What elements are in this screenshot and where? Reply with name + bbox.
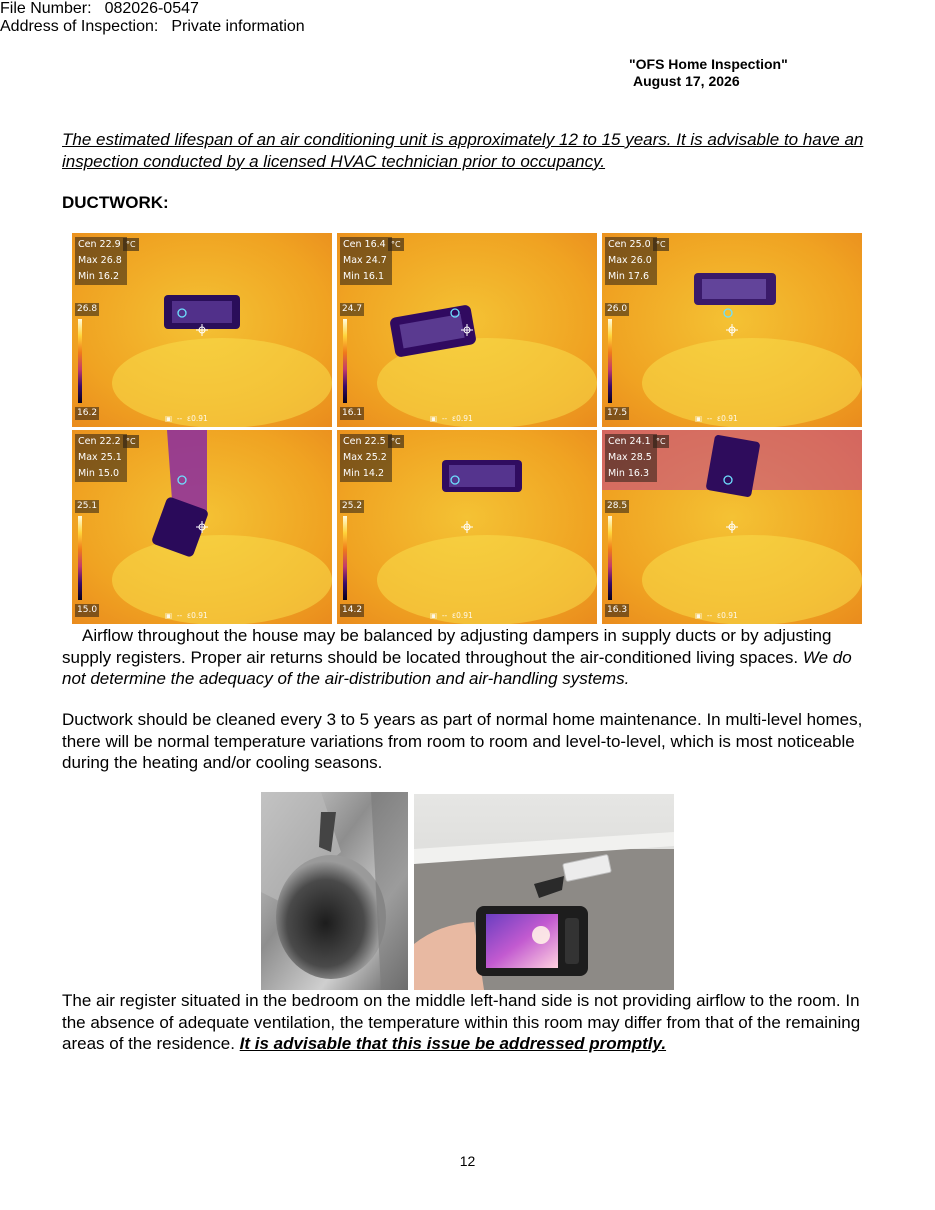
air-register-finding	[62, 990, 872, 1055]
scale-high-value: 26.0	[607, 304, 628, 314]
thermal-readout	[75, 237, 127, 285]
address-label: Address of Inspection:	[0, 18, 159, 35]
center-temp: Cen 22.2	[75, 434, 127, 450]
emissivity-readout: ▣ -- ε0.91	[165, 611, 208, 620]
thermal-image-1	[72, 233, 332, 427]
min-temp: Min 16.3	[605, 466, 657, 482]
scale-low-value: 17.5	[607, 408, 628, 418]
finding-text: The air register situated in the bedroom on the middle left-hand side is not providing airflow to the room. In the absence of adequate ventilation, the temperature within this room may differ from that of the remaining areas of the residence.	[62, 991, 861, 1053]
thermal-readout	[605, 237, 657, 285]
center-temp: Cen 16.4	[340, 237, 392, 253]
header-company-info	[629, 56, 788, 90]
file-number: 082026-0547	[104, 0, 199, 17]
temperature-scale-bar	[343, 516, 347, 600]
page-number: 12	[459, 1153, 476, 1169]
center-temp: Cen 25.0	[605, 237, 657, 253]
temperature-scale-bar	[78, 516, 82, 600]
emissivity-readout: ▣ -- ε0.91	[430, 414, 473, 423]
airflow-paragraph	[62, 625, 872, 690]
min-temp: Min 17.6	[605, 269, 657, 285]
scale-high-value: 25.1	[77, 501, 98, 511]
scale-low-value: 16.1	[342, 408, 363, 418]
thermal-image-3	[602, 233, 862, 427]
scale-high-value: 24.7	[342, 304, 363, 314]
airflow-disclaimer: We do not determine the adequacy of the air-distribution and air-handling systems.	[62, 647, 852, 688]
temperature-scale-bar	[343, 319, 347, 403]
thermal-camera-photo	[414, 794, 674, 990]
section-heading: DUCTWORK:	[62, 193, 169, 212]
max-temp: Max 24.7	[340, 253, 392, 269]
max-temp: Max 28.5	[605, 450, 657, 466]
thermal-readout	[605, 434, 657, 482]
emissivity-readout: ▣ -- ε0.91	[695, 414, 738, 423]
register-photos	[261, 792, 674, 990]
ductwork-cleaning-paragraph: Ductwork should be cleaned every 3 to 5 years as part of normal home maintenance. In multi-level homes, there will be normal temperature variations from room to room and level-to-level, which is most noticeable during the heating and/or cooling seasons.	[62, 710, 863, 772]
temperature-scale-bar	[78, 319, 82, 403]
address-value: Private information	[171, 18, 305, 35]
thermal-readout	[75, 434, 127, 482]
max-temp: Max 26.0	[605, 253, 657, 269]
company-name: "OFS Home Inspection"	[629, 56, 788, 72]
scale-high-value: 26.8	[77, 304, 98, 314]
thermal-image-4	[72, 430, 332, 624]
file-number-label: File Number:	[0, 0, 92, 17]
center-temp: Cen 22.9	[75, 237, 127, 253]
thermal-readout	[340, 434, 392, 482]
center-temp: Cen 24.1	[605, 434, 657, 450]
intro-paragraph: The estimated lifespan of an air conditioning unit is approximately 12 to 15 years. It is advisable to have an inspection conducted by a licensed HVAC technician prior to occupancy.	[62, 130, 864, 171]
finding-recommendation: It is advisable that this issue be addressed promptly.	[239, 1034, 667, 1053]
scale-low-value: 16.3	[607, 605, 628, 615]
temperature-unit: °C	[388, 238, 404, 251]
emissivity-readout: ▣ -- ε0.91	[165, 414, 208, 423]
thermal-image-grid	[72, 233, 862, 625]
scale-low-value: 15.0	[77, 605, 98, 615]
scale-high-value: 28.5	[607, 501, 628, 511]
scale-low-value: 14.2	[342, 605, 363, 615]
thermal-image-6	[602, 430, 862, 624]
emissivity-readout: ▣ -- ε0.91	[430, 611, 473, 620]
report-date: August 17, 2026	[633, 73, 740, 89]
min-temp: Min 16.2	[75, 269, 127, 285]
min-temp: Min 16.1	[340, 269, 392, 285]
min-temp: Min 15.0	[75, 466, 127, 482]
thermal-image-5	[337, 430, 597, 624]
max-temp: Max 26.8	[75, 253, 127, 269]
header-file-info	[0, 0, 935, 36]
max-temp: Max 25.1	[75, 450, 127, 466]
airflow-text: Airflow throughout the house may be balanced by adjusting dampers in supply ducts or by adjusting supply registers. Proper air returns should be located throughout the air-conditioned living spaces.	[62, 626, 832, 667]
temperature-unit: °C	[653, 435, 669, 448]
temperature-scale-bar	[608, 516, 612, 600]
emissivity-readout: ▣ -- ε0.91	[695, 611, 738, 620]
temperature-unit: °C	[388, 435, 404, 448]
min-temp: Min 14.2	[340, 466, 392, 482]
temperature-unit: °C	[123, 238, 139, 251]
temperature-unit: °C	[653, 238, 669, 251]
center-temp: Cen 22.5	[340, 434, 392, 450]
max-temp: Max 25.2	[340, 450, 392, 466]
duct-interior-photo	[261, 792, 408, 990]
thermal-readout	[340, 237, 392, 285]
scale-high-value: 25.2	[342, 501, 363, 511]
temperature-scale-bar	[608, 319, 612, 403]
thermal-image-2	[337, 233, 597, 427]
temperature-unit: °C	[123, 435, 139, 448]
scale-low-value: 16.2	[77, 408, 98, 418]
